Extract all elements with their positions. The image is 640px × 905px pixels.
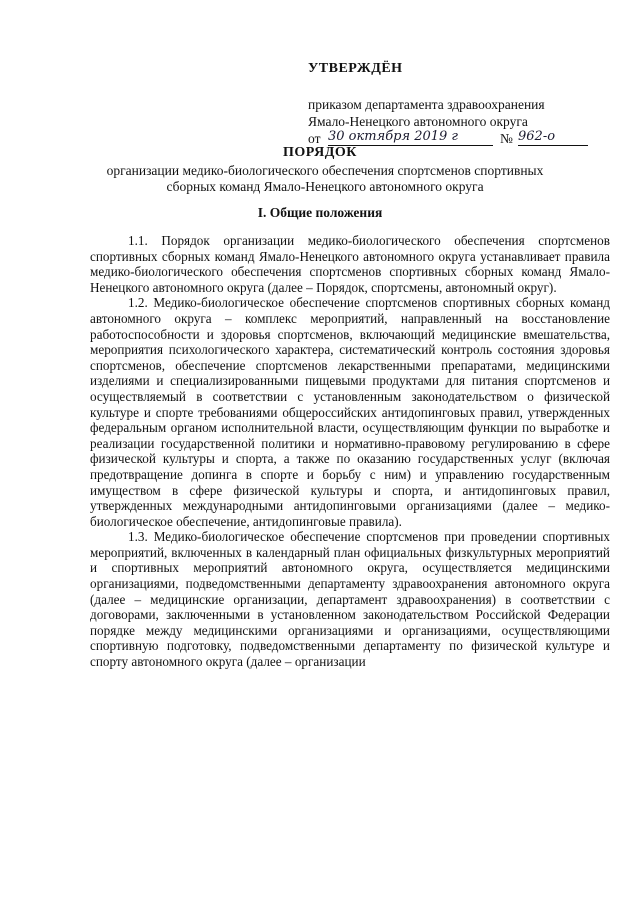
handwritten-number: 962-о bbox=[518, 128, 588, 146]
approval-heading: УТВЕРЖДЁН bbox=[308, 61, 403, 76]
approval-block bbox=[308, 60, 608, 148]
document-subtitle: организации медико-биологического обеспечения спортсменов спортивных сборных команд Ямало-Ненецкого автономного округа bbox=[106, 163, 544, 194]
paragraph-1-1: 1.1. Порядок организации медико-биологического обеспечения спортсменов спортивных сборных команд Ямало-Ненецкого автономного округа устанавливает правила медико-биологического обеспечения спортсменов спортивных сборных команд Ямало-Ненецкого автономного округа (далее – Порядок, спортсмены, автономный округ). bbox=[90, 233, 610, 295]
approval-region-line: Ямало-Ненецкого автономного округа bbox=[308, 114, 528, 129]
paragraph-1-2: 1.2. Медико-биологическое обеспечение спортсменов спортивных сборных команд автономного округа – комплекс мероприятий, направленный на восстановление работоспособности и здоровья спортсменов, включающий медицинские вмешательства, мероприятия психологического характера, систематический контроль состояния здоровья спортсменов, обеспечение спортсменов лекарственными препаратами, медицинскими изделиями и специализированными пищевыми продуктами для питания спортсменов и осуществляемый в соответствии с установленным законодательством о физической культуре и спорте требованиями общероссийских антидопинговых правил, утвержденных федеральным органом исполнительной власти, осуществляющим функции по выработке и реализации государственной политики и нормативно-правовому регулированию в сфере физической культуры и спорта, а также по оказанию государственных услуг (включая предотвращение допинга в спорте и борьбу с ним) и управлению государственным имуществом в сфере физической культуры и спорта, и антидопинговых правил, утвержденных международными антидопинговыми организациями (далее – медико-биологическое обеспечение, антидопинговые правила). bbox=[90, 295, 610, 529]
document-title: ПОРЯДОК bbox=[283, 145, 357, 160]
number-prefix: № bbox=[500, 131, 513, 146]
handwritten-date: 30 октября 2019 г bbox=[328, 128, 493, 146]
section-title: I. Общие положения bbox=[257, 205, 383, 220]
approval-order-line: приказом департамента здравоохранения bbox=[308, 97, 545, 112]
paragraph-1-3: 1.3. Медико-биологическое обеспечение спортсменов при проведении спортивных мероприятий, включенных в календарный план официальных физкультурных мероприятий и спортивных мероприятий автономного округа, осуществляется медицинскими организациями, подведомственными департаменту здравоохранения автономного округа (далее – медицинские организации, департамент здравоохранения) в соответствии с договорами, заключенными в установленном законодательством Российской Федерации порядке между медицинскими организациями и организациями, осуществляющими спортивную подготовку, подведомственными департаменту по физической культуре и спорту автономного округа (далее – организации bbox=[90, 529, 610, 670]
date-prefix: от bbox=[308, 131, 321, 146]
document-body bbox=[90, 233, 610, 670]
